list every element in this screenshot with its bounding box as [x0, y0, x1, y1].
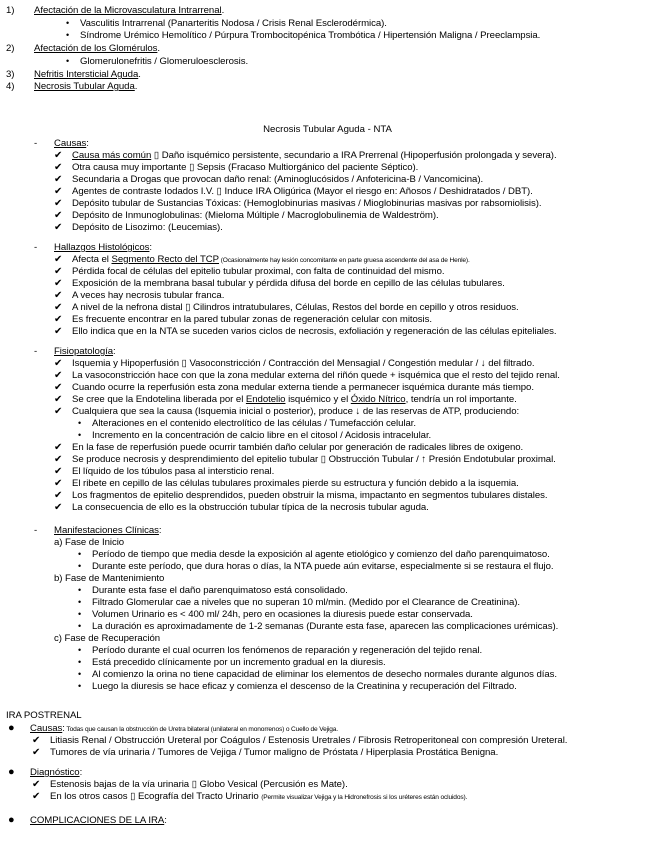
bullet-icon: •	[78, 430, 82, 440]
checkmark-icon: ✔	[54, 326, 63, 337]
list-item-text: Nefritis Intersticial Aguda	[34, 69, 139, 80]
checkmark-icon: ✔	[54, 454, 63, 465]
item-note: (Ocasionalmente hay lesión concomitante en parte gruesa ascendente del asa de Henle).	[219, 257, 470, 264]
sub-bullet-text: Alteraciones en el contenido electrolítico de las células / Tumefacción celular.	[92, 418, 416, 429]
checkmark-icon: ✔	[32, 735, 41, 746]
list-number: 3)	[6, 69, 15, 80]
sub-bullet	[78, 549, 550, 561]
section-heading-histo: - Hallazgos Histológicos:	[34, 242, 153, 253]
checkmark-icon: ✔	[54, 302, 63, 313]
bullet-icon: •	[78, 645, 82, 655]
item-text: Tumores de vía urinaria / Tumores de Vejiga / Tumor maligno de Próstata / Hiperplasia Prostática Benigna.	[50, 747, 499, 758]
bullet-diagnostico: ● Diagnóstico:	[8, 766, 83, 778]
sub-bullet	[78, 597, 521, 609]
item-text: En la fase de reperfusión puede ocurrir también daño celular por generación de radicales libres de oxigeno.	[72, 442, 524, 453]
item-text: isquémico y el	[285, 394, 351, 405]
list-number: 2)	[6, 43, 15, 54]
heading-text: Causas	[30, 723, 63, 734]
sub-bullet	[78, 609, 473, 621]
item-text: Litiasis Renal / Obstrucción Ureteral por Coágulos / Estenosis Uretrales / Fibrosis Retroperitoneal con compresión Ureteral.	[50, 735, 568, 746]
checkmark-icon: ✔	[54, 406, 63, 417]
sub-bullet-text: Período de tiempo que media desde la exposición al agente etiológico y comienzo del daño parenquimatoso.	[92, 549, 550, 560]
check-item	[54, 198, 542, 210]
bullet-icon: •	[66, 30, 70, 40]
sub-bullet-text: La duración es aproximadamente de 1-2 semanas (Durante esta fase, aparecen las complicaciones urémicas).	[92, 621, 559, 632]
check-item	[54, 302, 519, 314]
item-text: El ribete en cepillo de las células tubulares proximales pierde su estructura y función debido a la isquemia.	[72, 478, 519, 489]
dash-bullet: -	[34, 525, 38, 536]
item-text: Exposición de la membrana basal tubular y pérdida difusa del borde en cepillo de las células tubulares.	[72, 278, 505, 289]
dash-bullet: -	[34, 242, 38, 253]
bullet-icon: •	[78, 561, 82, 571]
item-text: Secundaria a Drogas que provocan daño renal: (Aminoglucósidos / Anfotericina-B / Vancomicina).	[72, 174, 484, 185]
list-item-punct: .	[221, 5, 225, 16]
checkmark-icon: ✔	[54, 290, 63, 301]
sub-bullet-text: Al comienzo la orina no tiene capacidad de eliminar los elementos de desecho normales durante algunos días.	[92, 669, 558, 680]
checkmark-icon: ✔	[32, 747, 41, 758]
item-text: Afecta el	[72, 254, 112, 265]
sub-bullet-text: Durante esta fase el daño parenquimatoso está consolidado.	[92, 585, 348, 596]
sub-bullet-text: Incremento en la concentración de calcio libre en el citosol / Acidosis intracelular.	[92, 430, 432, 441]
bullet-icon: •	[78, 669, 82, 679]
checkmark-icon: ✔	[54, 314, 63, 325]
item-text: Se cree que la Endotelina liberada por el	[72, 394, 246, 405]
checkmark-icon: ✔	[54, 490, 63, 501]
bullet-icon: •	[78, 609, 82, 619]
item-text: En los otros casos ▯ Ecografía del Tracto Urinario	[50, 791, 262, 802]
phase-heading: c) Fase de Recuperación	[54, 633, 161, 644]
phase-heading: b) Fase de Mantenimiento	[54, 573, 165, 584]
item-text: Es frecuente encontrar en la pared tubular zonas de regeneración celular con mitosis.	[72, 314, 432, 325]
checkmark-icon: ✔	[54, 382, 63, 393]
item-text: Cualquiera que sea la causa (Isquemia inicial o posterior), produce ↓ de las reservas de ATP, produciendo:	[72, 406, 520, 417]
checkmark-icon: ✔	[54, 198, 63, 209]
item-text: El líquido de los túbulos pasa al intersticio renal.	[72, 466, 275, 477]
sub-bullet-text: Volumen Urinario es < 400 ml/ 24h, pero en ocasiones la diuresis puede estar conservada.	[92, 609, 473, 620]
sub-bullet	[78, 430, 432, 442]
sub-bullet	[78, 561, 554, 573]
item-text: A veces hay necrosis tubular franca.	[72, 290, 225, 301]
item-text: Ello indica que en la NTA se suceden varios ciclos de necrosis, exfoliación y regeneración de las células epiteliales.	[72, 326, 557, 337]
checkmark-icon: ✔	[54, 174, 63, 185]
dash-bullet: -	[34, 346, 38, 357]
heading-text: Fisiopatología	[54, 346, 114, 357]
checkmark-icon: ✔	[54, 162, 63, 173]
bullet-icon: ●	[8, 722, 15, 734]
list-item-1	[6, 5, 225, 17]
section-heading-causas: - Causas:	[34, 138, 89, 149]
checkmark-icon: ✔	[54, 370, 63, 381]
check-item	[54, 490, 548, 502]
bullet-icon: •	[78, 657, 82, 667]
item-text-underlined: Causa más común	[72, 150, 152, 161]
checkmark-icon: ✔	[54, 222, 63, 233]
list-item-punct: .	[138, 69, 141, 80]
sub-bullet-text: Luego la diuresis se hace eficaz y comienza el descenso de la Creatinina y recuperación del Filtrado.	[92, 681, 517, 692]
heading-text: Diagnóstico	[30, 767, 80, 778]
bullet-icon: •	[78, 597, 82, 607]
sub-bullet-text: Período durante el cual ocurren los fenómenos de reparación y regeneración del tejido renal.	[92, 645, 483, 656]
item-text: Estenosis bajas de la vía urinaria ▯ Globo Vesical (Percusión es Mate).	[50, 779, 348, 790]
item-text: Agentes de contraste Iodados I.V. ▯ Induce IRA Oligúrica (Mayor el riesgo en: Añosos / Deshidratados / DBT).	[72, 186, 533, 197]
item-text: ▯ Daño isquémico persistente, secundario a IRA Prerrenal (Hipoperfusión prolongada y severa).	[151, 150, 557, 161]
list-item-3	[6, 69, 141, 81]
checkmark-icon: ✔	[54, 254, 63, 265]
checkmark-icon: ✔	[32, 791, 41, 802]
item-text: , tendría un rol importante.	[405, 394, 517, 405]
bullet-icon: •	[66, 56, 70, 66]
checkmark-icon: ✔	[54, 210, 63, 221]
checkmark-icon: ✔	[32, 779, 41, 790]
check-item	[54, 370, 560, 382]
section-title: Necrosis Tubular Aguda - NTA	[263, 124, 392, 135]
bullet-complicaciones: ● COMPLICACIONES DE LA IRA:	[8, 814, 167, 826]
check-item	[32, 791, 468, 804]
check-item	[54, 502, 429, 514]
item-text-underlined: Endotelio	[245, 394, 286, 405]
check-item	[54, 358, 535, 370]
bullet-icon: •	[78, 418, 82, 428]
item-text: A nivel de la nefrona distal ▯ Cilindros intratubulares, Células, Restos del borde en cepillo y otros residuos.	[72, 302, 519, 313]
item-text: Isquemia y Hipoperfusión ▯ Vasoconstricción / Contracción del Mensagial / Congestión medular / ↓ del filtrado.	[72, 358, 535, 369]
item-text: Depósito de Lisozimo: (Leucemias).	[72, 222, 223, 233]
checkmark-icon: ✔	[54, 266, 63, 277]
checkmark-icon: ✔	[54, 150, 63, 161]
check-item	[32, 779, 348, 791]
sub-bullet-text: Filtrado Glomerular cae a niveles que no superan 10 ml/min. (Medido por el Clearance de Creatinina).	[92, 597, 521, 608]
check-item	[54, 466, 275, 478]
list-item-punct: .	[157, 43, 161, 54]
check-item	[54, 290, 225, 302]
bullet-icon: ●	[8, 814, 15, 826]
sub-bullet	[78, 669, 558, 681]
check-item	[54, 266, 445, 278]
sub-bullet	[78, 418, 416, 430]
item-text-underlined: Segmento Recto del TCP	[111, 254, 220, 265]
sub-bullet-text: Síndrome Urémico Hemolítico / Púrpura Trombocitopénica Trombótica / Hipertensión Maligna / Preeclampsia.	[80, 30, 541, 41]
check-item	[54, 382, 534, 394]
list-item-text: Afectación de los Glomérulos	[34, 43, 158, 54]
sub-bullet	[66, 30, 541, 42]
checkmark-icon: ✔	[54, 186, 63, 197]
check-item	[54, 442, 524, 454]
item-text: Depósito de Inmunoglobulinas: (Mieloma Múltiple / Macroglobulinemia de Waldeström).	[72, 210, 439, 221]
list-item-text: Afectación de la Microvasculatura Intrarrenal	[34, 5, 222, 16]
sub-bullet-text: Glomerulonefritis / Glomeruloesclerosis.	[80, 56, 249, 67]
heading-text: Causas	[54, 138, 87, 149]
section-heading-fisio: - Fisiopatología:	[34, 346, 116, 357]
check-item	[54, 278, 505, 290]
list-item-punct: .	[134, 81, 138, 92]
item-text: La consecuencia de ello es la obstrucción tubular típica de la necrosis tubular aguda.	[72, 502, 429, 513]
sub-bullet	[66, 18, 387, 30]
item-text: Cuando ocurre la reperfusión esta zona medular externa tiende a permanecer isquémica durante más tiempo.	[72, 382, 534, 393]
item-text-underlined: Óxido Nítrico	[350, 394, 406, 405]
check-item	[32, 747, 499, 759]
checkmark-icon: ✔	[54, 278, 63, 289]
check-item	[54, 210, 439, 222]
sub-bullet	[78, 585, 348, 597]
section-heading-manif: - Manifestaciones Clínicas:	[34, 525, 162, 536]
phase-heading: a) Fase de Inicio	[54, 537, 125, 548]
check-item	[54, 394, 517, 406]
check-item	[32, 735, 568, 747]
bullet-icon: •	[78, 621, 82, 631]
check-item	[54, 326, 557, 338]
checkmark-icon: ✔	[54, 502, 63, 513]
list-item-text: Necrosis Tubular Aguda	[34, 81, 135, 92]
bullet-icon: •	[78, 681, 82, 691]
check-item	[54, 162, 419, 174]
check-item	[54, 478, 519, 490]
bullet-icon: •	[78, 549, 82, 559]
bullet-icon: ●	[8, 766, 15, 778]
check-item	[54, 254, 470, 267]
bullet-icon: •	[78, 585, 82, 595]
check-item	[54, 174, 484, 186]
check-item	[54, 454, 556, 466]
sub-bullet-text: Vasculitis Intrarrenal (Panarteritis Nodosa / Crisis Renal Esclerodérmica).	[80, 18, 387, 29]
sub-bullet-text: Durante este período, que dura horas o días, la NTA puede aún evitarse, especialmente si se restaura el flujo.	[92, 561, 554, 572]
sub-bullet	[78, 657, 386, 669]
sub-bullet	[78, 621, 559, 633]
item-text: Pérdida focal de células del epitelio tubular proximal, con falta de continuidad del mismo.	[72, 266, 445, 277]
list-item-4	[6, 81, 138, 93]
item-text: Otra causa muy importante ▯ Sepsis (Fracaso Multiorgánico del paciente Séptico).	[72, 162, 419, 173]
check-item	[54, 314, 432, 326]
item-text: Depósito tubular de Sustancias Tóxicas: (Hemoglobinurias masivas / Mioglobinurias masivas por rabsomiolisis).	[72, 198, 542, 209]
checkmark-icon: ✔	[54, 442, 63, 453]
list-number: 1)	[6, 5, 15, 16]
item-note: (Permite visualizar Vejiga y la Hidronefrosis si los uréteres están ocluidos).	[261, 794, 468, 801]
checkmark-icon: ✔	[54, 358, 63, 369]
item-text: Los fragmentos de epitelio desprendidos, pueden obstruir la misma, impactanto en segmentos tubulares distales.	[72, 490, 548, 501]
bullet-causas: ● Causas: Todas que causan la obstrucción de Uretra bilateral (unilateral en monorrenos) o Cuello de Vejiga.	[8, 722, 338, 734]
check-item	[54, 222, 223, 234]
check-item	[54, 406, 520, 418]
checkmark-icon: ✔	[54, 466, 63, 477]
list-item-2	[6, 43, 161, 55]
list-number: 4)	[6, 81, 15, 92]
heading-text: Manifestaciones Clínicas	[54, 525, 159, 536]
checkmark-icon: ✔	[54, 478, 63, 489]
item-note: Todas que causan la obstrucción de Uretra bilateral (unilateral en monorrenos) o Cuello de Vejiga.	[64, 726, 338, 733]
heading-text: Hallazgos Histológicos	[54, 242, 150, 253]
check-item	[54, 150, 557, 162]
bullet-icon: •	[66, 18, 70, 28]
checkmark-icon: ✔	[54, 394, 63, 405]
item-text: La vasoconstricción hace con que la zona medular externa del riñón quede + isquémica que el resto del tejido renal.	[72, 370, 560, 381]
sub-bullet	[78, 645, 483, 657]
item-text: Se produce necrosis y desprendimiento del epitelio tubular ▯ Obstrucción Tubular / ↑ Presión Endotubular proximal.	[72, 454, 556, 465]
sub-bullet	[78, 681, 517, 693]
sub-bullet	[66, 56, 249, 68]
check-item	[54, 186, 533, 198]
dash-bullet: -	[34, 138, 38, 149]
section-heading-postrenal: IRA POSTRENAL	[6, 710, 82, 721]
sub-bullet-text: Está precedido clínicamente por un incremento gradual en la diuresis.	[92, 657, 386, 668]
heading-text: COMPLICACIONES DE LA IRA	[30, 815, 165, 826]
